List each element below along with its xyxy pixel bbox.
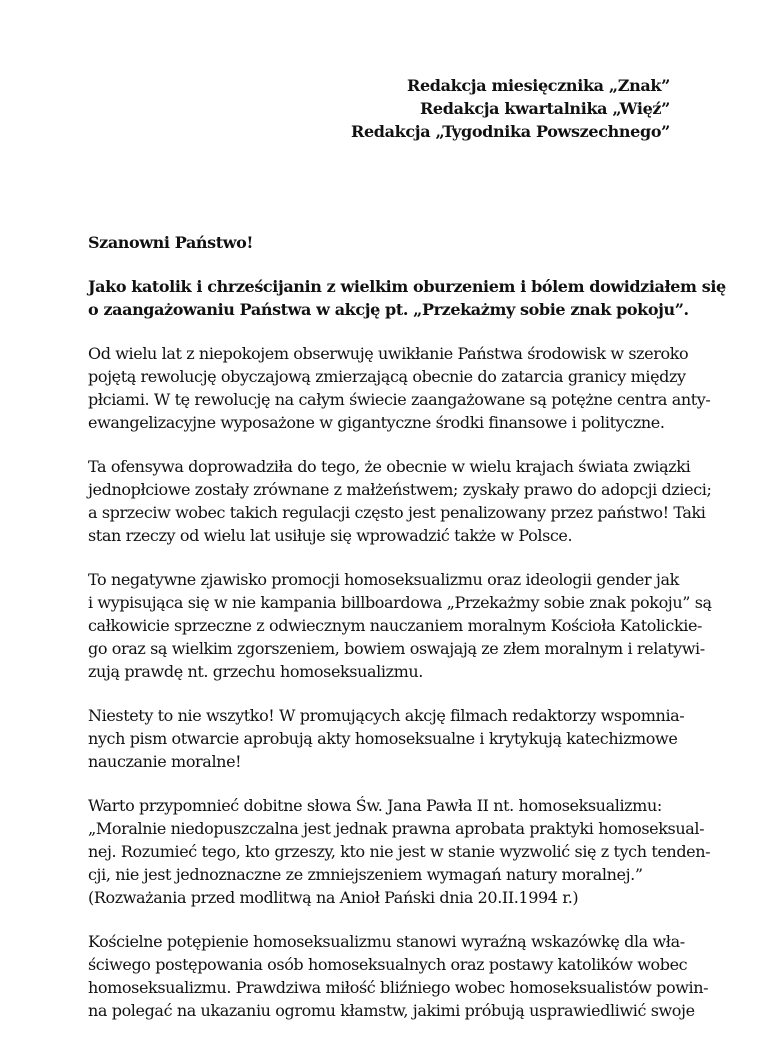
text-line: To negatywne zjawisko promocji homoseksualizmu oraz ideologii gender jak xyxy=(88,570,679,589)
recipient-line: Redakcja „Tygodnika Powszechnego” xyxy=(351,122,670,141)
text-line: ewangelizacyjne wyposażone w gigantyczne środki finansowe i polityczne. xyxy=(88,413,665,432)
letter-body xyxy=(88,231,726,1043)
paragraph xyxy=(88,455,712,547)
text-line: pojętą rewolucję obyczajową zmierzającą obecnie do zatarcia granicy między xyxy=(88,367,686,386)
text-line: cji, nie jest jednoznaczne ze zmniejszeniem wymagań natury moralnej.” xyxy=(88,865,643,884)
text-line: (Rozważania przed modlitwą na Anioł Pański dnia 20.II.1994 r.) xyxy=(88,888,579,907)
text-line: „Moralnie niedopuszczalna jest jednak prawna aprobata praktyki homoseksual- xyxy=(88,819,705,838)
text-line: ściwego postępowania osób homoseksualnych oraz postawy katolików wobec xyxy=(88,955,688,974)
text-line: nauczanie moralne! xyxy=(88,752,242,771)
paragraph xyxy=(88,704,688,773)
text-line: zują prawdę nt. grzechu homoseksualizmu. xyxy=(88,662,423,681)
recipient-line: Redakcja miesięcznika „Znak” xyxy=(407,76,670,95)
recipient-line: Redakcja kwartalnika „Więź” xyxy=(419,99,670,118)
text-line: Jako katolik i chrześcijanin z wielkim oburzeniem i bólem dowidziałem się xyxy=(88,277,726,296)
text-line: homoseksualizmu. Prawdziwa miłość bliźniego wobec homoseksualistów powin- xyxy=(88,978,709,997)
salutation xyxy=(88,231,688,254)
text-line: całkowicie sprzeczne z odwiecznym nauczaniem moralnym Kościoła Katolickie- xyxy=(88,616,703,635)
text-line: o zaangażowaniu Państwa w akcję pt. „Przekażmy sobie znak pokoju”. xyxy=(88,300,689,319)
text-line: Ta ofensywa doprowadziła do tego, że obecnie w wielu krajach świata związki xyxy=(88,457,691,476)
paragraph xyxy=(88,930,709,1022)
intro-paragraph xyxy=(88,275,726,321)
text-line: go oraz są wielkim zgorszeniem, bowiem oswajają ze złem moralnym i relatywi- xyxy=(88,639,705,658)
text-line: nej. Rozumieć tego, kto grzeszy, kto nie jest w stanie wyzwolić się z tych tenden- xyxy=(88,842,711,861)
paragraph xyxy=(88,342,711,434)
salutation-line: Szanowni Państwo! xyxy=(88,233,254,252)
text-line: stan rzeczy od wielu lat usiłuje się wprowadzić także w Polsce. xyxy=(88,526,573,545)
text-line: Kościelne potępienie homoseksualizmu stanowi wyraźną wskazówkę dla wła- xyxy=(88,932,685,951)
text-line: jednopłciowe zostały zrównane z małżeństwem; zyskały prawo do adopcji dzieci; xyxy=(88,480,712,499)
recipients-block xyxy=(351,74,670,143)
text-line: Warto przypomnieć dobitne słowa Św. Jana Pawła II nt. homoseksualizmu: xyxy=(88,796,662,815)
paragraph xyxy=(88,568,712,683)
text-line: nych pism otwarcie aprobują akty homoseksualne i krytykują katechizmowe xyxy=(88,729,678,748)
paragraph xyxy=(88,794,711,909)
text-line: a sprzeciw wobec takich regulacji często jest penalizowany przez państwo! Taki xyxy=(88,503,706,522)
text-line: płciami. W tę rewolucję na całym świecie zaangażowane są potężne centra anty- xyxy=(88,390,711,409)
text-line: Niestety to nie wszytko! W promujących akcję filmach redaktorzy wspomnia- xyxy=(88,706,685,725)
text-line: na polegać na ukazaniu ogromu kłamstw, jakimi próbują usprawiedliwić swoje xyxy=(88,1001,695,1020)
text-line: Od wielu lat z niepokojem obserwuję uwikłanie Państwa środowisk w szeroko xyxy=(88,344,689,363)
text-line: i wypisująca się w nie kampania billboardowa „Przekażmy sobie znak pokoju” są xyxy=(88,593,712,612)
